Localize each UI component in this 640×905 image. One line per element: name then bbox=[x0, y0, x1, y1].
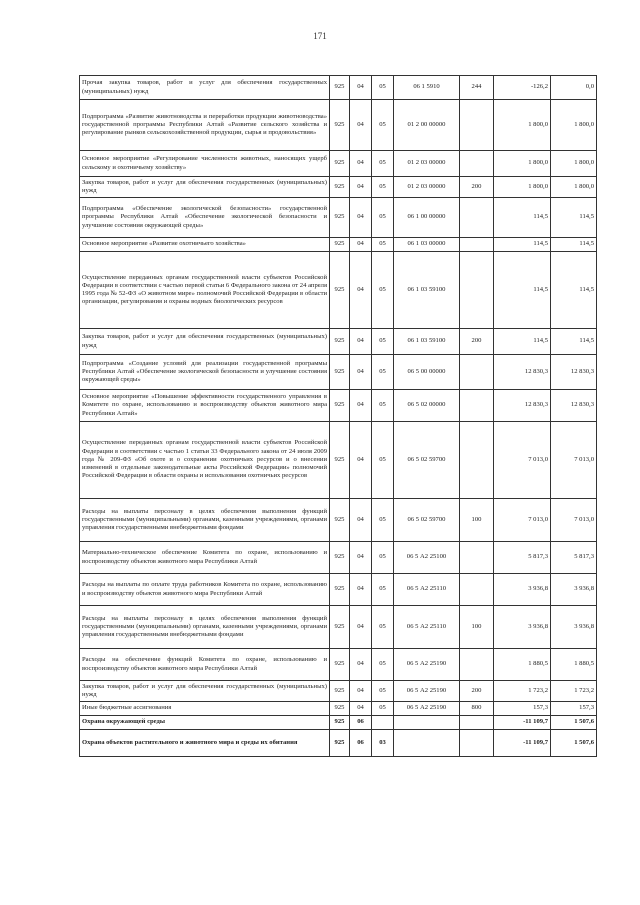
amount-2: 114,5 bbox=[551, 329, 597, 355]
amount-1: 114,5 bbox=[494, 252, 551, 329]
subsection-code: 05 bbox=[372, 606, 394, 649]
target-article: 06 1 5910 bbox=[394, 76, 460, 100]
subsection-code bbox=[372, 716, 394, 730]
amount-1: 7 013,0 bbox=[494, 499, 551, 542]
expense-type bbox=[460, 100, 494, 151]
table-row bbox=[80, 649, 597, 681]
section-code: 04 bbox=[350, 76, 372, 100]
table-row bbox=[80, 76, 597, 100]
amount-2: 1 507,6 bbox=[551, 730, 597, 757]
amount-1: 5 817,3 bbox=[494, 542, 551, 574]
amount-1: 12 830,3 bbox=[494, 390, 551, 422]
target-article: 06 5 А2 25190 bbox=[394, 681, 460, 702]
section-code: 04 bbox=[350, 100, 372, 151]
amount-2: 0,0 bbox=[551, 76, 597, 100]
amount-1: 3 936,8 bbox=[494, 574, 551, 606]
ved-code: 925 bbox=[330, 177, 350, 198]
row-name: Охрана окружающей среды bbox=[80, 716, 330, 730]
expense-type: 800 bbox=[460, 702, 494, 716]
ved-code: 925 bbox=[330, 649, 350, 681]
amount-2: 1 800,0 bbox=[551, 177, 597, 198]
amount-1: -11 109,7 bbox=[494, 730, 551, 757]
section-code: 04 bbox=[350, 422, 372, 499]
page-number: 171 bbox=[313, 31, 327, 41]
ved-code: 925 bbox=[330, 574, 350, 606]
target-article: 06 5 А2 25190 bbox=[394, 649, 460, 681]
amount-2: 114,5 bbox=[551, 252, 597, 329]
row-name: Подпрограмма «Создание условий для реализации государственной программы Республики Алтай «Обеспечение экологической безопасности и улучшение состояния окружающей среды» bbox=[80, 355, 330, 390]
section-code: 04 bbox=[350, 681, 372, 702]
target-article: 01 2 03 00000 bbox=[394, 151, 460, 177]
row-name: Расходы на обеспечение функций Комитета по охране, использованию и воспроизводству объектов животного мира Республики Алтай bbox=[80, 649, 330, 681]
amount-2: 12 830,3 bbox=[551, 355, 597, 390]
amount-2: 1 880,5 bbox=[551, 649, 597, 681]
section-code: 04 bbox=[350, 702, 372, 716]
target-article: 06 5 02 59700 bbox=[394, 499, 460, 542]
subsection-code: 05 bbox=[372, 76, 394, 100]
subsection-code: 05 bbox=[372, 574, 394, 606]
target-article: 06 5 А2 25110 bbox=[394, 574, 460, 606]
section-code: 04 bbox=[350, 329, 372, 355]
target-article: 06 5 А2 25100 bbox=[394, 542, 460, 574]
row-name: Осуществление переданных органам государственной власти субъектов Российской Федерации в соответствии с частью 1 статьи 33 Федерального закона от 24 июля 2009 года № 209-ФЗ «Об охоте и о сохранении охотничьих ресурсов и о внесении изменений в отдельные законодательные акты Российской Федерации» полномочий Российской Федерации в области охраны и использования охотничьих ресурсов bbox=[80, 422, 330, 499]
amount-2: 114,5 bbox=[551, 198, 597, 238]
target-article: 06 5 00 00000 bbox=[394, 355, 460, 390]
target-article bbox=[394, 730, 460, 757]
amount-1: 114,5 bbox=[494, 329, 551, 355]
amount-2: 5 817,3 bbox=[551, 542, 597, 574]
row-name: Прочая закупка товаров, работ и услуг для обеспечения государственных (муниципальных) нужд bbox=[80, 76, 330, 100]
amount-2: 7 013,0 bbox=[551, 499, 597, 542]
section-code: 04 bbox=[350, 606, 372, 649]
section-code: 04 bbox=[350, 177, 372, 198]
expense-type bbox=[460, 649, 494, 681]
expense-type bbox=[460, 730, 494, 757]
amount-2: 3 936,8 bbox=[551, 574, 597, 606]
amount-1: -11 109,7 bbox=[494, 716, 551, 730]
section-code: 04 bbox=[350, 355, 372, 390]
ved-code: 925 bbox=[330, 355, 350, 390]
table-row bbox=[80, 499, 597, 542]
target-article bbox=[394, 716, 460, 730]
row-name: Охрана объектов растительного и животного мира и среды их обитания bbox=[80, 730, 330, 757]
ved-code: 925 bbox=[330, 730, 350, 757]
amount-1: 3 936,8 bbox=[494, 606, 551, 649]
ved-code: 925 bbox=[330, 499, 350, 542]
ved-code: 925 bbox=[330, 198, 350, 238]
amount-2: 1 507,6 bbox=[551, 716, 597, 730]
target-article: 06 5 02 00000 bbox=[394, 390, 460, 422]
ved-code: 925 bbox=[330, 329, 350, 355]
subsection-code: 03 bbox=[372, 730, 394, 757]
row-name: Основное мероприятие «Повышение эффективности государственного управления в Комитете по охране, использованию и воспроизводству объектов животного мира Республики Алтай» bbox=[80, 390, 330, 422]
expense-type bbox=[460, 422, 494, 499]
amount-2: 1 800,0 bbox=[551, 100, 597, 151]
subsection-code: 05 bbox=[372, 355, 394, 390]
subsection-code: 05 bbox=[372, 702, 394, 716]
amount-1: 12 830,3 bbox=[494, 355, 551, 390]
section-code: 04 bbox=[350, 252, 372, 329]
expense-type bbox=[460, 238, 494, 252]
target-article: 06 1 03 59100 bbox=[394, 329, 460, 355]
subsection-code: 05 bbox=[372, 151, 394, 177]
expense-type bbox=[460, 151, 494, 177]
amount-1: 1 800,0 bbox=[494, 100, 551, 151]
row-name: Основное мероприятие «Регулирование численности животных, наносящих ущерб сельскому и охотничьему хозяйству» bbox=[80, 151, 330, 177]
amount-2: 114,5 bbox=[551, 238, 597, 252]
target-article: 06 1 03 00000 bbox=[394, 238, 460, 252]
row-name: Основное мероприятие «Развитие охотничьего хозяйства» bbox=[80, 238, 330, 252]
amount-2: 7 013,0 bbox=[551, 422, 597, 499]
subsection-code: 05 bbox=[372, 100, 394, 151]
amount-2: 1 723,2 bbox=[551, 681, 597, 702]
section-code: 06 bbox=[350, 716, 372, 730]
section-code: 04 bbox=[350, 390, 372, 422]
section-code: 04 bbox=[350, 151, 372, 177]
target-article: 01 2 00 00000 bbox=[394, 100, 460, 151]
subsection-code: 05 bbox=[372, 390, 394, 422]
table-row bbox=[80, 238, 597, 252]
ved-code: 925 bbox=[330, 716, 350, 730]
table-row bbox=[80, 574, 597, 606]
expense-type: 200 bbox=[460, 329, 494, 355]
expense-type: 100 bbox=[460, 606, 494, 649]
amount-1: 1 880,5 bbox=[494, 649, 551, 681]
expense-type bbox=[460, 716, 494, 730]
table-row bbox=[80, 542, 597, 574]
expense-type bbox=[460, 574, 494, 606]
ved-code: 925 bbox=[330, 76, 350, 100]
row-name: Закупка товаров, работ и услуг для обеспечения государственных (муниципальных) нужд bbox=[80, 681, 330, 702]
amount-1: 7 013,0 bbox=[494, 422, 551, 499]
row-name: Подпрограмма «Развитие животноводства и переработки продукции животноводства» государственной программы Республики Алтай «Развитие сельского хозяйства и регулирование рынков сельскохозяйственной продукции, сырья и продовольствия» bbox=[80, 100, 330, 151]
amount-2: 12 830,3 bbox=[551, 390, 597, 422]
row-name: Расходы на выплаты персоналу в целях обеспечения выполнения функций государственными (муниципальными) органами, казенными учреждениями, органами управления государственными внебюджетными фондами bbox=[80, 606, 330, 649]
section-code: 04 bbox=[350, 238, 372, 252]
ved-code: 925 bbox=[330, 151, 350, 177]
ved-code: 925 bbox=[330, 702, 350, 716]
ved-code: 925 bbox=[330, 606, 350, 649]
subsection-code: 05 bbox=[372, 542, 394, 574]
table-row bbox=[80, 730, 597, 757]
table-row bbox=[80, 100, 597, 151]
expense-type: 200 bbox=[460, 681, 494, 702]
expense-type bbox=[460, 252, 494, 329]
table-row bbox=[80, 177, 597, 198]
table-row bbox=[80, 390, 597, 422]
expense-type bbox=[460, 390, 494, 422]
expense-type bbox=[460, 355, 494, 390]
section-code: 06 bbox=[350, 730, 372, 757]
table-row bbox=[80, 702, 597, 716]
expense-type bbox=[460, 542, 494, 574]
row-name: Осуществление переданных органам государственной власти субъектов Российской Федерации в соответствии с частью первой статьи 6 Федерального закона от 24 апреля 1995 года № 52-ФЗ «О животном мире» полномочий Российской Федерации в области организации, регулирования и охраны водных биологических ресурсов bbox=[80, 252, 330, 329]
section-code: 04 bbox=[350, 574, 372, 606]
amount-2: 3 936,8 bbox=[551, 606, 597, 649]
expense-type: 244 bbox=[460, 76, 494, 100]
table-row bbox=[80, 716, 597, 730]
row-name: Закупка товаров, работ и услуг для обеспечения государственных (муниципальных) нужд bbox=[80, 329, 330, 355]
amount-2: 1 800,0 bbox=[551, 151, 597, 177]
table-row bbox=[80, 198, 597, 238]
expense-type: 100 bbox=[460, 499, 494, 542]
ved-code: 925 bbox=[330, 238, 350, 252]
ved-code: 925 bbox=[330, 100, 350, 151]
amount-1: 114,5 bbox=[494, 198, 551, 238]
row-name: Материально-техническое обеспечение Комитета по охране, использованию и воспроизводству объектов животного мира Республики Алтай bbox=[80, 542, 330, 574]
expense-type bbox=[460, 198, 494, 238]
ved-code: 925 bbox=[330, 390, 350, 422]
row-name: Расходы на выплаты по оплате труда работников Комитета по охране, использованию и воспроизводству объектов животного мира Республики Алтай bbox=[80, 574, 330, 606]
subsection-code: 05 bbox=[372, 681, 394, 702]
ved-code: 925 bbox=[330, 422, 350, 499]
table-row bbox=[80, 151, 597, 177]
section-code: 04 bbox=[350, 542, 372, 574]
target-article: 06 1 03 59100 bbox=[394, 252, 460, 329]
section-code: 04 bbox=[350, 499, 372, 542]
amount-1: 114,5 bbox=[494, 238, 551, 252]
amount-2: 157,3 bbox=[551, 702, 597, 716]
target-article: 06 1 00 00000 bbox=[394, 198, 460, 238]
table-row bbox=[80, 329, 597, 355]
amount-1: 1 723,2 bbox=[494, 681, 551, 702]
target-article: 06 5 02 59700 bbox=[394, 422, 460, 499]
table-row bbox=[80, 681, 597, 702]
ved-code: 925 bbox=[330, 542, 350, 574]
row-name: Подпрограмма «Обеспечение экологической безопасности» государственной программы Республики Алтай «Обеспечение экологической безопасности и улучшение состояния окружающей среды» bbox=[80, 198, 330, 238]
subsection-code: 05 bbox=[372, 198, 394, 238]
target-article: 06 5 А2 25110 bbox=[394, 606, 460, 649]
budget-table bbox=[79, 75, 597, 757]
table-row bbox=[80, 252, 597, 329]
row-name: Расходы на выплаты персоналу в целях обеспечения выполнения функций государственными (муниципальными) органами, казенными учреждениями, органами управления государственными внебюджетными фондами bbox=[80, 499, 330, 542]
ved-code: 925 bbox=[330, 252, 350, 329]
amount-1: 157,3 bbox=[494, 702, 551, 716]
subsection-code: 05 bbox=[372, 252, 394, 329]
section-code: 04 bbox=[350, 198, 372, 238]
table-row bbox=[80, 355, 597, 390]
table-row bbox=[80, 422, 597, 499]
amount-1: -126,2 bbox=[494, 76, 551, 100]
subsection-code: 05 bbox=[372, 329, 394, 355]
ved-code: 925 bbox=[330, 681, 350, 702]
section-code: 04 bbox=[350, 649, 372, 681]
amount-1: 1 800,0 bbox=[494, 151, 551, 177]
target-article: 01 2 03 00000 bbox=[394, 177, 460, 198]
amount-1: 1 800,0 bbox=[494, 177, 551, 198]
subsection-code: 05 bbox=[372, 499, 394, 542]
subsection-code: 05 bbox=[372, 649, 394, 681]
expense-type: 200 bbox=[460, 177, 494, 198]
target-article: 06 5 А2 25190 bbox=[394, 702, 460, 716]
subsection-code: 05 bbox=[372, 422, 394, 499]
row-name: Закупка товаров, работ и услуг для обеспечения государственных (муниципальных) нужд bbox=[80, 177, 330, 198]
table-row bbox=[80, 606, 597, 649]
subsection-code: 05 bbox=[372, 177, 394, 198]
subsection-code: 05 bbox=[372, 238, 394, 252]
row-name: Иные бюджетные ассигнования bbox=[80, 702, 330, 716]
